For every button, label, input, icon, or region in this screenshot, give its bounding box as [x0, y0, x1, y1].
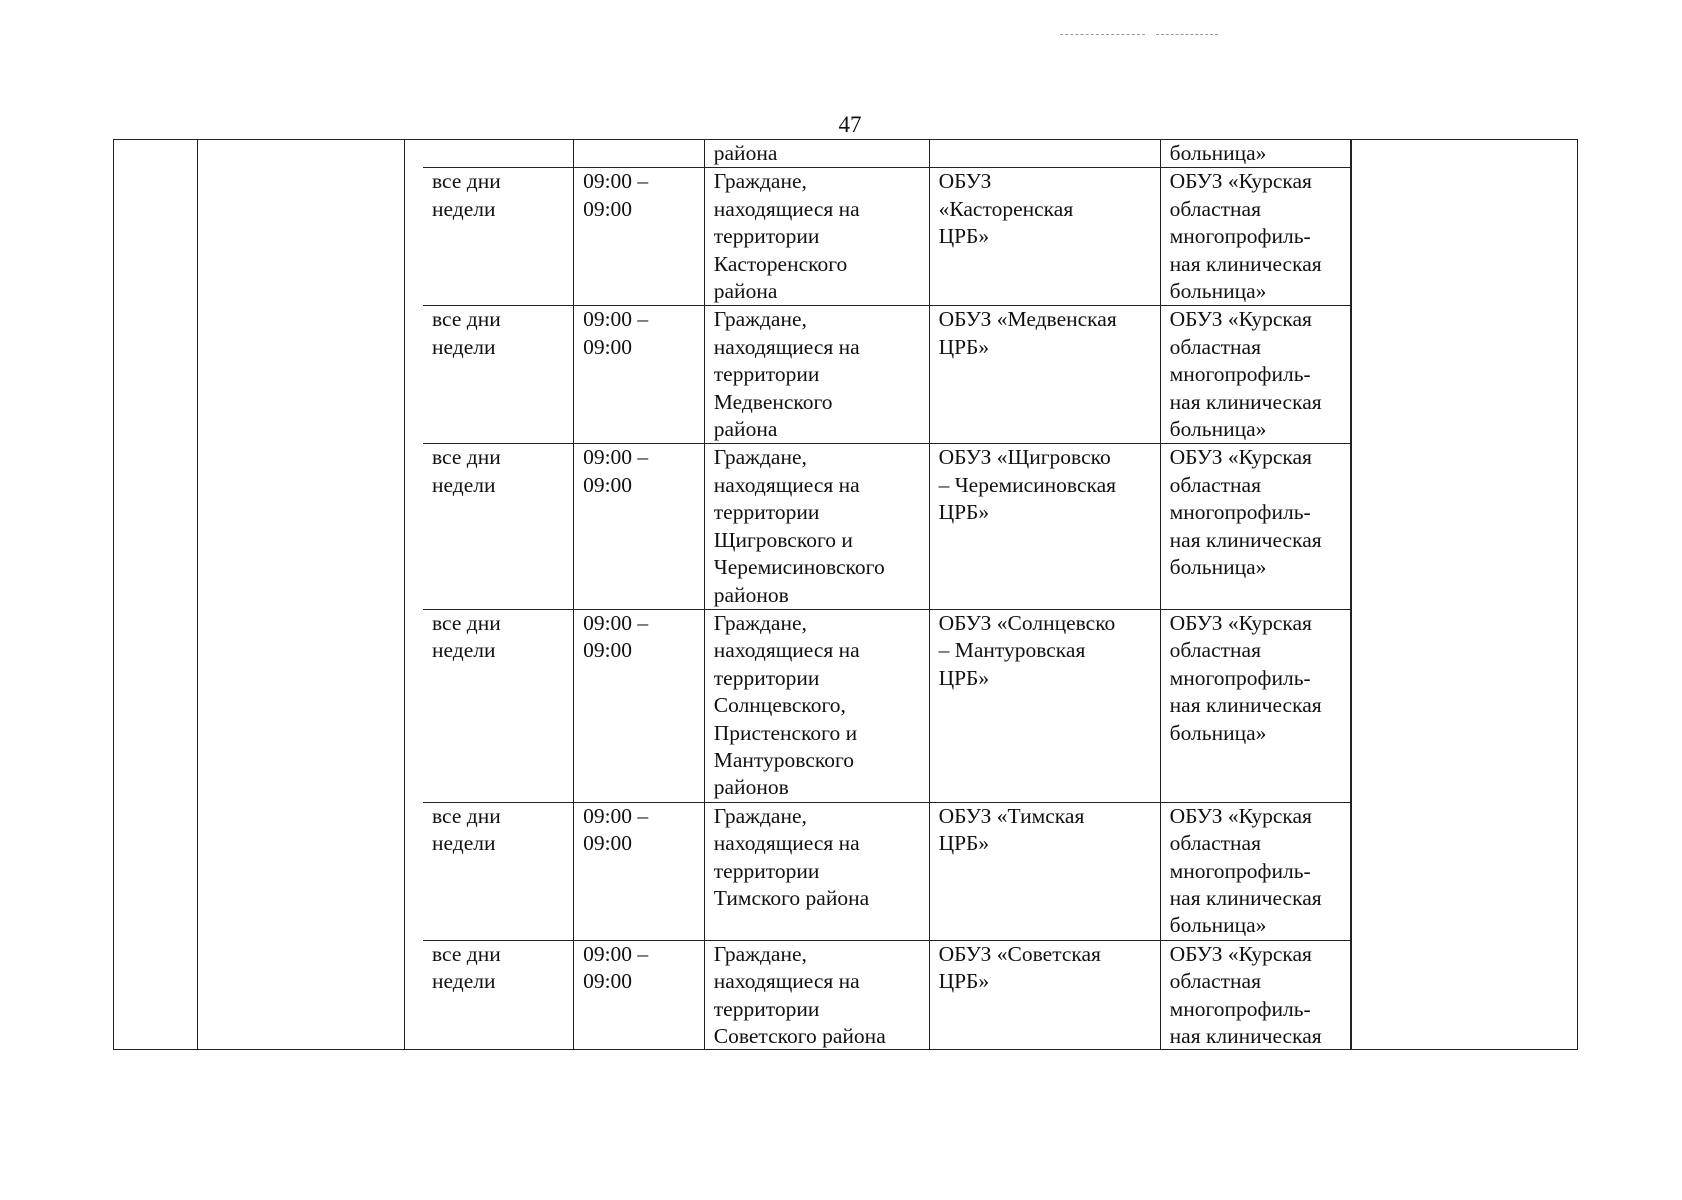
cell-line: ная клиническая: [1169, 389, 1322, 414]
cell-line: Граждане,: [713, 803, 807, 828]
time-cell: [574, 140, 705, 168]
cell-line: областная: [1169, 196, 1261, 221]
cell-line: ОБУЗ «Щигровско: [938, 445, 1111, 470]
cell-line: ОБУЗ «Медвенская: [938, 307, 1117, 332]
cell-line: ОБУЗ «Курская: [1169, 445, 1312, 470]
cell-line: территории: [713, 224, 820, 249]
cell-line: Черемисиновского: [713, 555, 885, 580]
cell-line: многопрофиль-: [1169, 858, 1311, 883]
area-cell: [704, 444, 929, 609]
cell-line: недели: [432, 969, 496, 994]
cell-line: территории: [713, 665, 820, 690]
page-number: 47: [838, 112, 862, 137]
cell-line: ОБУЗ «Солнцевско: [938, 610, 1116, 635]
column-divider: [1351, 140, 1352, 1049]
cell-line: ОБУЗ «Курская: [1169, 307, 1312, 332]
cell-line: 09:00 –: [583, 610, 649, 635]
cell-line: Пристенского и: [713, 720, 858, 745]
receiving-cell: [1160, 802, 1350, 940]
facility-cell: [929, 140, 1160, 168]
time-cell: [574, 306, 705, 444]
column-divider: [404, 140, 405, 1049]
cell-line: все дни: [432, 169, 501, 194]
cell-line: находящиеся на: [713, 831, 860, 856]
cell-line: района: [713, 141, 778, 165]
cell-line: ЦРБ»: [938, 334, 990, 359]
schedule-table: [423, 140, 1351, 1050]
cell-line: недели: [432, 196, 496, 221]
schedule-sheet: [113, 139, 1578, 1050]
cell-line: находящиеся на: [713, 334, 860, 359]
table-row: [423, 168, 1351, 306]
cell-line: Граждане,: [713, 307, 807, 332]
cell-line: территории: [713, 996, 820, 1021]
area-cell: [704, 140, 929, 168]
cell-line: ЦРБ»: [938, 831, 990, 856]
cell-line: ОБУЗ «Курская: [1169, 610, 1312, 635]
cell-line: областная: [1169, 831, 1261, 856]
cell-line: ОБУЗ «Курская: [1169, 941, 1312, 966]
cell-line: недели: [432, 334, 496, 359]
table-row: [423, 609, 1351, 802]
receiving-cell: [1160, 168, 1350, 306]
days-cell: [423, 940, 574, 1050]
cell-line: 09:00 –: [583, 803, 649, 828]
days-cell: [423, 306, 574, 444]
facility-cell: [929, 940, 1160, 1050]
cell-line: 09:00: [583, 969, 633, 994]
receiving-cell: [1160, 306, 1350, 444]
cell-line: областная: [1169, 638, 1261, 663]
cell-line: многопрофиль-: [1169, 996, 1311, 1021]
cell-line: областная: [1169, 472, 1261, 497]
days-cell: [423, 802, 574, 940]
receiving-cell: [1160, 940, 1350, 1050]
cell-line: многопрофиль-: [1169, 224, 1311, 249]
cell-line: ЦРБ»: [938, 969, 990, 994]
scan-mark: [1156, 34, 1218, 36]
cell-line: Граждане,: [713, 610, 807, 635]
cell-line: ная клиническая: [1169, 251, 1322, 276]
cell-line: 09:00: [583, 472, 633, 497]
cell-line: недели: [432, 472, 496, 497]
table-row: [423, 444, 1351, 609]
cell-line: ЦРБ»: [938, 224, 990, 249]
cell-line: все дни: [432, 445, 501, 470]
cell-line: ная клиническая: [1169, 527, 1322, 552]
cell-line: районов: [713, 582, 789, 607]
cell-line: 09:00: [583, 638, 633, 663]
cell-line: территории: [713, 362, 820, 387]
cell-line: областная: [1169, 969, 1261, 994]
cell-line: многопрофиль-: [1169, 362, 1311, 387]
table-row: [423, 306, 1351, 444]
cell-line: – Мантуровская: [938, 638, 1086, 663]
receiving-cell: [1160, 609, 1350, 802]
cell-line: ЦРБ»: [938, 665, 990, 690]
table-row: [423, 802, 1351, 940]
cell-line: все дни: [432, 307, 501, 332]
cell-line: находящиеся на: [713, 638, 860, 663]
cell-line: Граждане,: [713, 169, 807, 194]
facility-cell: [929, 444, 1160, 609]
cell-line: района: [713, 279, 778, 304]
receiving-cell: [1160, 444, 1350, 609]
cell-line: 09:00: [583, 831, 633, 856]
table-row: [423, 940, 1351, 1050]
cell-line: районов: [713, 775, 789, 800]
cell-line: «Касторенская: [938, 196, 1074, 221]
cell-line: все дни: [432, 610, 501, 635]
cell-line: Граждане,: [713, 941, 807, 966]
cell-line: все дни: [432, 941, 501, 966]
cell-line: больница»: [1169, 720, 1267, 745]
days-cell: [423, 140, 574, 168]
cell-line: Солнцевского,: [713, 693, 846, 718]
area-cell: [704, 802, 929, 940]
cell-line: ЦРБ»: [938, 500, 990, 525]
cell-line: областная: [1169, 334, 1261, 359]
cell-line: больница»: [1169, 279, 1267, 304]
cell-line: больница»: [1169, 913, 1267, 938]
cell-line: больница»: [1169, 555, 1267, 580]
schedule-body: [423, 140, 1351, 1050]
cell-line: Советского района: [713, 1024, 886, 1048]
cell-line: территории: [713, 858, 820, 883]
time-cell: [574, 609, 705, 802]
cell-line: ОБУЗ «Курская: [1169, 169, 1312, 194]
cell-line: ОБУЗ «Тимская: [938, 803, 1085, 828]
days-cell: [423, 168, 574, 306]
cell-line: 09:00 –: [583, 169, 649, 194]
cell-line: ная клиническая: [1169, 693, 1322, 718]
cell-line: ОБУЗ «Советская: [938, 941, 1101, 966]
area-cell: [704, 306, 929, 444]
cell-line: 09:00 –: [583, 941, 649, 966]
scan-mark: [1060, 34, 1145, 36]
facility-cell: [929, 802, 1160, 940]
cell-line: Медвенского: [713, 389, 833, 414]
cell-line: Мантуровского: [713, 747, 854, 772]
cell-line: недели: [432, 831, 496, 856]
days-cell: [423, 609, 574, 802]
cell-line: больница»: [1169, 141, 1267, 165]
time-cell: [574, 444, 705, 609]
cell-line: многопрофиль-: [1169, 665, 1311, 690]
cell-line: ОБУЗ: [938, 169, 992, 194]
cell-line: многопрофиль-: [1169, 500, 1311, 525]
cell-line: – Черемисиновская: [938, 472, 1117, 497]
receiving-cell: [1160, 140, 1350, 168]
cell-line: 09:00: [583, 334, 633, 359]
cell-line: находящиеся на: [713, 196, 860, 221]
cell-line: Щигровского и: [713, 527, 853, 552]
area-cell: [704, 609, 929, 802]
cell-line: больница»: [1169, 417, 1267, 442]
facility-cell: [929, 609, 1160, 802]
cell-line: ОБУЗ «Курская: [1169, 803, 1312, 828]
cell-line: находящиеся на: [713, 969, 860, 994]
cell-line: Граждане,: [713, 445, 807, 470]
cell-line: ная клиническая: [1169, 885, 1322, 910]
cell-line: Тимского района: [713, 885, 870, 910]
cell-line: района: [713, 417, 778, 442]
days-cell: [423, 444, 574, 609]
area-cell: [704, 168, 929, 306]
scan-marks: [1060, 34, 1220, 38]
cell-line: все дни: [432, 803, 501, 828]
area-cell: [704, 940, 929, 1050]
cell-line: недели: [432, 638, 496, 663]
time-cell: [574, 802, 705, 940]
cell-line: ная клиническая: [1169, 1024, 1322, 1048]
cell-line: 09:00 –: [583, 445, 649, 470]
time-cell: [574, 940, 705, 1050]
cell-line: Касторенского: [713, 251, 848, 276]
continuation-row: [423, 140, 1351, 168]
cell-line: 09:00 –: [583, 307, 649, 332]
cell-line: территории: [713, 500, 820, 525]
facility-cell: [929, 168, 1160, 306]
time-cell: [574, 168, 705, 306]
column-divider: [197, 140, 198, 1049]
facility-cell: [929, 306, 1160, 444]
cell-line: находящиеся на: [713, 472, 860, 497]
cell-line: 09:00: [583, 196, 633, 221]
